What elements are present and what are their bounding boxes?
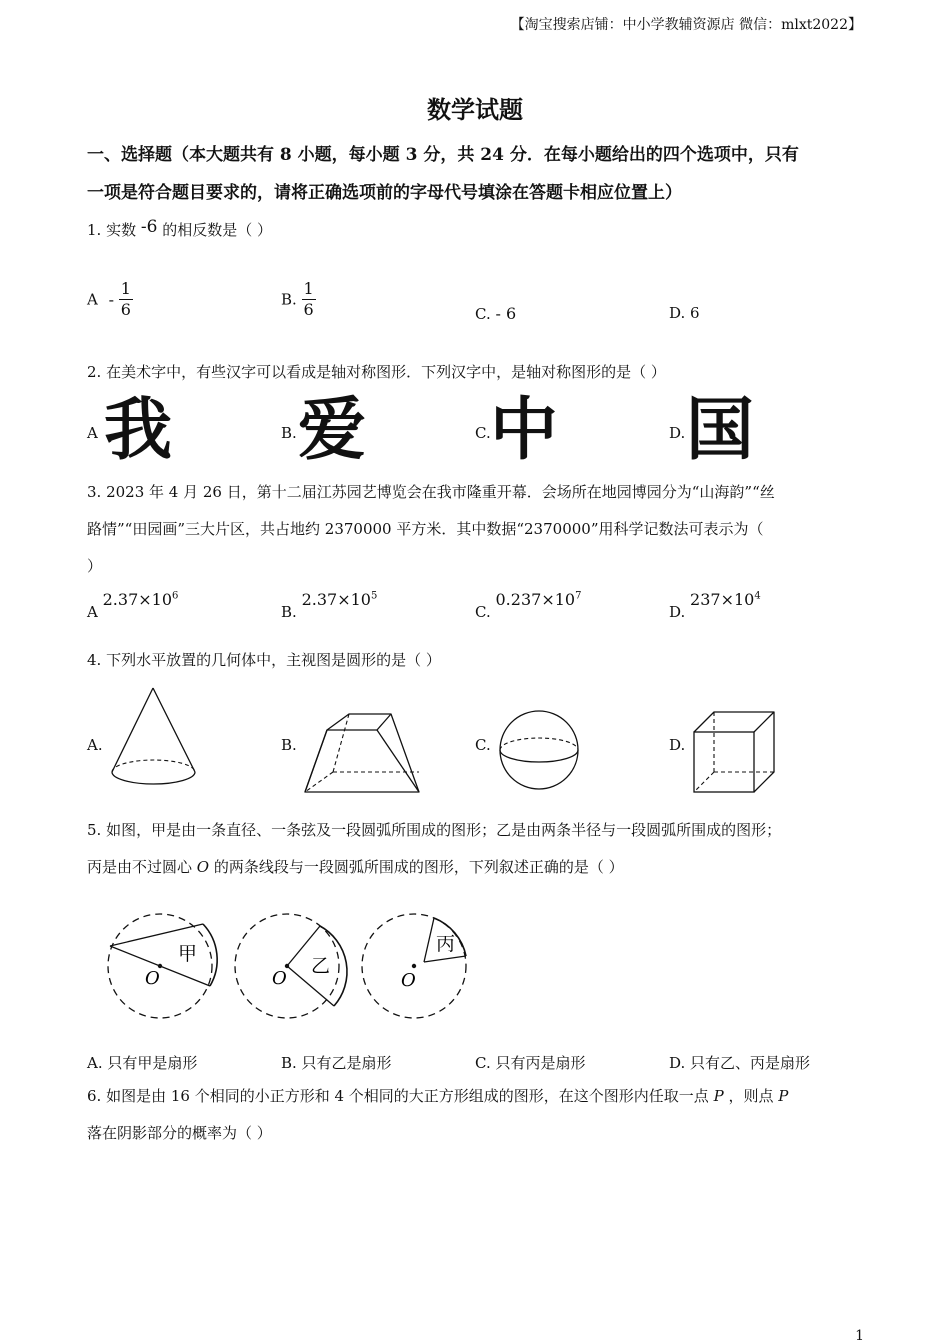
option-letter: D. bbox=[669, 603, 686, 621]
option-letter: B. bbox=[281, 290, 297, 309]
denominator: 6 bbox=[303, 300, 314, 319]
q2-option-a-letter[interactable]: A bbox=[87, 424, 98, 442]
cone-figure bbox=[100, 680, 210, 800]
question-3 bbox=[87, 474, 867, 585]
option-letter: A bbox=[87, 603, 98, 621]
page-title: 数学试题 bbox=[427, 95, 523, 124]
q3-line1: 3. 2023 年 4 月 26 日，第十二届江苏园艺博览会在我市隆重开幕．会场所在地园博园分为“山海韵”“丝 bbox=[87, 483, 775, 501]
q1-text-pre: 1. 实数 bbox=[87, 221, 137, 239]
cube-figure bbox=[688, 706, 788, 806]
q1-option-b[interactable] bbox=[281, 280, 316, 319]
numerator: 1 bbox=[303, 279, 314, 298]
q3-option-b[interactable] bbox=[281, 590, 378, 621]
section-heading-1 bbox=[87, 136, 867, 212]
fraction bbox=[302, 280, 316, 319]
scientific-notation bbox=[496, 590, 582, 609]
q5-line2-post: 的两条线段与一段圆弧所围成的图形，下列叙述正确的是（ ） bbox=[213, 858, 624, 876]
option-sign: - bbox=[108, 290, 115, 309]
q2-option-d-letter[interactable]: D. bbox=[669, 424, 686, 442]
center-label-o: O bbox=[272, 968, 287, 989]
q5-line1: 5. 如图，甲是由一条直径、一条弦及一段圆弧所围成的图形；乙是由两条半径与一段圆弧所围成的图形； bbox=[87, 821, 782, 839]
exponent: 5 bbox=[370, 590, 378, 602]
option-value: 6 bbox=[690, 304, 700, 322]
q5-center-variable: O bbox=[196, 858, 210, 876]
q3-option-c[interactable] bbox=[475, 590, 582, 621]
q1-option-d[interactable] bbox=[669, 304, 700, 322]
q1-option-a[interactable] bbox=[87, 280, 133, 319]
q2-option-d-character: 国 bbox=[686, 391, 755, 470]
option-letter: C. bbox=[475, 305, 491, 323]
q6-line1 bbox=[87, 1078, 867, 1115]
sphere-figure bbox=[494, 700, 594, 800]
q4-option-c-letter[interactable]: C. bbox=[475, 736, 491, 754]
fraction bbox=[119, 280, 133, 319]
q2-option-c-character: 中 bbox=[490, 391, 559, 470]
exponent: 4 bbox=[754, 590, 761, 602]
question-5 bbox=[87, 812, 867, 886]
exponent: 6 bbox=[172, 590, 179, 602]
q4-option-d-letter[interactable]: D. bbox=[669, 736, 686, 754]
q3-option-d[interactable] bbox=[669, 590, 761, 621]
label-yi: 乙 bbox=[311, 955, 331, 977]
q1-text-post: 的相反数是（ ） bbox=[162, 221, 272, 239]
option-letter: D. bbox=[669, 304, 686, 322]
option-value: - 6 bbox=[495, 304, 517, 323]
circle-yi-figure bbox=[227, 900, 347, 1032]
q5-option-c[interactable]: C. 只有丙是扇形 bbox=[475, 1054, 586, 1072]
center-label-o: O bbox=[145, 968, 160, 989]
page-number: 1 bbox=[855, 1328, 864, 1344]
section-heading-line2: 一项是符合题目要求的，请将正确选项前的字母代号填涂在答题卡相应位置上） bbox=[87, 183, 682, 203]
numerator: 1 bbox=[120, 279, 131, 298]
mantissa: 2.37 bbox=[301, 590, 338, 609]
q4-option-a-letter[interactable]: A. bbox=[87, 736, 103, 754]
mantissa: 237 bbox=[690, 590, 721, 609]
option-letter: B. bbox=[281, 603, 297, 621]
q6-point-variable: P bbox=[778, 1087, 789, 1105]
question-2: 2. 在美术字中，有些汉字可以看成是轴对称图形．下列汉字中，是轴对称图形的是（ ） bbox=[87, 363, 666, 381]
center-label-o: O bbox=[401, 970, 416, 991]
times-ten: ×10 bbox=[337, 590, 371, 609]
q3-line2: 路情”“田园画”三大片区，共占地约 2370000 平方米．其中数据“2370000”用科学记数法可表示为（ bbox=[87, 520, 764, 538]
times-ten: ×10 bbox=[138, 590, 173, 609]
mantissa: 2.37 bbox=[102, 590, 139, 609]
circle-bing-figure bbox=[354, 900, 474, 1032]
option-letter: C. bbox=[475, 603, 491, 621]
label-jia: 甲 bbox=[178, 943, 198, 965]
option-letter: A bbox=[87, 290, 98, 309]
q6-line1-mid: ，则点 bbox=[728, 1087, 774, 1105]
page-header: 【淘宝搜索店铺：中小学教辅资源店 微信：mlxt2022】 bbox=[510, 17, 862, 33]
q1-number: -6 bbox=[140, 217, 158, 237]
scientific-notation bbox=[302, 590, 378, 609]
q6-line2: 落在阴影部分的概率为（ ） bbox=[87, 1124, 272, 1142]
denominator: 6 bbox=[120, 300, 131, 319]
q5-option-b[interactable]: B. 只有乙是扇形 bbox=[281, 1054, 392, 1072]
q2-option-b-character: 爱 bbox=[298, 391, 367, 470]
exponent: 7 bbox=[575, 590, 582, 602]
scientific-notation bbox=[103, 590, 179, 609]
question-4: 4. 下列水平放置的几何体中，主视图是圆形的是（ ） bbox=[87, 651, 441, 669]
q3-option-a[interactable] bbox=[87, 590, 179, 621]
q6-point-variable: P bbox=[713, 1087, 724, 1105]
question-1 bbox=[87, 212, 867, 249]
q6-line1-pre: 6. 如图是由 16 个相同的小正方形和 4 个相同的大正方形组成的图形，在这个图形内任取一点 bbox=[87, 1087, 709, 1105]
frustum-figure bbox=[295, 700, 435, 800]
q2-option-a-character: 我 bbox=[104, 391, 173, 470]
circle-jia-figure bbox=[100, 900, 220, 1032]
section-heading-line1: 一、选择题（本大题共有 8 小题，每小题 3 分，共 24 分．在每小题给出的四个选项中，只有 bbox=[87, 145, 799, 165]
q5-option-d[interactable]: D. 只有乙、丙是扇形 bbox=[669, 1054, 811, 1072]
q5-line2-pre: 丙是由不过圆心 bbox=[87, 858, 193, 876]
q3-line3: ） bbox=[87, 557, 103, 575]
mantissa: 0.237 bbox=[495, 590, 542, 609]
q2-option-b-letter[interactable]: B. bbox=[281, 424, 297, 442]
label-bing: 丙 bbox=[436, 933, 456, 955]
q4-option-b-letter[interactable]: B. bbox=[281, 736, 297, 754]
q1-option-c[interactable] bbox=[475, 304, 516, 323]
question-6 bbox=[87, 1078, 867, 1152]
q5-option-a[interactable]: A. 只有甲是扇形 bbox=[87, 1054, 198, 1072]
q2-option-c-letter[interactable]: C. bbox=[475, 424, 491, 442]
times-ten: ×10 bbox=[720, 590, 755, 609]
q5-line2 bbox=[87, 849, 867, 886]
times-ten: ×10 bbox=[541, 590, 576, 609]
scientific-notation bbox=[690, 590, 761, 609]
